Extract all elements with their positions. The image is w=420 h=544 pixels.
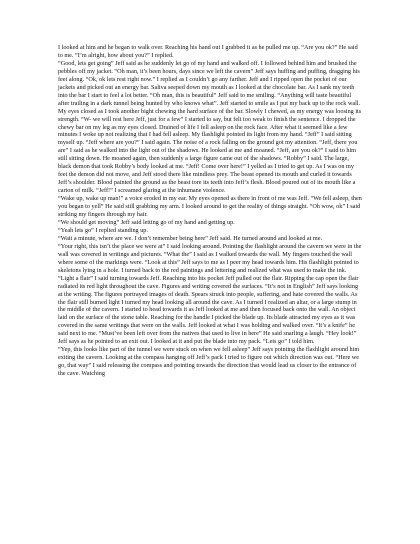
paragraph: “Wait a minute, where are we. I don’t remember being here” Jeff said. He turned around and looked at me. (58, 234, 323, 242)
paragraph: “We should get moving” Jeff said letting go of my hand and getting up. (58, 218, 235, 226)
paragraph: I looked at him and he began to walk over. Reaching his hand out I grabbed it as he pulled me up. “Are you ok?” He said to me. “I’m alright, how about you?” I replied. (58, 44, 358, 59)
paragraph: “Good, lets get going” Jeff said as he suddenly let go of my hand and walked off. I followed behind him and brushed the pebbles off my jacket. “Oh man, it’s been hours, days since we left the cavern” Jeff says huffing and puffing, dragging his feet along. “Ok, ok lets rest right now.” I replied as I couldn’t go any farther. Jeff and I ripped open the pocket of our jackets and picked out an energy bar. Saliva seeped down my mouth as I looked at the chocolate bar. As I sank my teeth into the bar I start to feel a lot better. “Oh man, this is beautiful” Jeff said to me smiling. “Anything will taste beautiful after trailing in a dark tunnel being hunted by who knows what”. Jeff started to smile as I put my back up to the rock wall. My eyes closed as I took another bight chewing the hard surface of the bar. Slowly I chewed, as my energy was loosing its strength. “W- we will rest here Jeff, just for a few” I started to say, but felt too weak to finish the sentence. I dropped the chewy bar on my leg as my eyes closed. Drained of life I fell asleep on the rock face. After what it seemed like a few minutes I woke up not realizing that I had fell asleep. My flashlight pointed its light from my hand. “Jeff” I said sitting myself up. “Jeff where are you?” I said again. The noise of a rock falling on the ground got my attention. “Jeff, there you are” I said as he walked into the light out of the shadows. He looked at me and moaned. “Jeff, are you ok?” I said to him still sitting down. He moaned again, then suddenly a large figure came out of the shadows. “Robby” I said. The large, black demon that took Robby’s body looked at me. “Jeff! Come over here!” I yelled as I tried to get up. As I was on my feet the demon did not move, and Jeff stood there like mindless prey. The beast opened its mouth and curled it towards Jeff’s shoulder. Blood painted the ground as the beast tore its teeth into Jeff’s flesh. Blood poured out of its mouth like a carton of milk. “Jeff!” I screamed glaring at the inhumane violence. (58, 59, 362, 195)
paragraph: “Yeah lets go” I replied standing up. (58, 226, 148, 234)
paragraph: “Wake up, wake up man!” a voice eroded in my ear. My eyes opened as there in front of me was Jeff. “We fell asleep, then you began to yell” He said still grabbing my arm. I looked around to get the reality of things straight. “Oh wow, ok” I said striking my fingers through my hair. (58, 195, 362, 219)
document-body (58, 44, 363, 378)
paragraph: “Yep, this looks like part of the tunnel we were stuck on when we fell asleep” Jeff says pointing the flashlight around him exiting the cavern. Looking at the compass hanging off Jeff’s pack I tried to figure out which direction was out. “Here we go, that way” I said releasing the compass and pointing towards the direction that would lead us closer to the entrance of the cave. Watching (58, 346, 360, 378)
paragraph: “Your right, this isn’t the place we were at” I said looking around. Pointing the flashlight around the cavern we were in the wall was covered in writings and pictures. “What the” I said as I walked towards the wall. My fingers touched the wall where some of the markings were. “Look at this” Jeff says to me as I peer my head towards him. His flashlight pointed to skeletons lying in a hole. I turned back to the red paintings and lettering and realized what was used to make the ink. “Light a flair” I said turning towards Jeff. Reaching into his pocket Jeff pulled out the flair. Ripping the cap open the flair radiated its red light throughout the cave. Figures and writing covered the surfaces. “It’s not in English” Jeff says looking at the writing. The figures portrayed images of death. Spears struck into people, suffering, and hate covered the walls. As the flair still burned light I turned my head looking all around the cave. As I turned I realized an altar, or a large stump in the middle of the cavern. I started to head towards it as Jeff looked at me and then focused back onto the wall. An object laid on the surface of the stone table. Reaching for the handle I picked the blade up. Its blade attracted my eyes as it was covered in the same writings that were on the walls. Jeff looked at what I was holding and walked over. “It’s a knife” he said next to me. “Must’ve been left over from the natives that used to live in here” He said snarling a laugh. “Hey look!” Jeff says as he pointed to an exit out. I looked at it and put the blade into my pack. “Lets go” I told him. (58, 242, 362, 346)
